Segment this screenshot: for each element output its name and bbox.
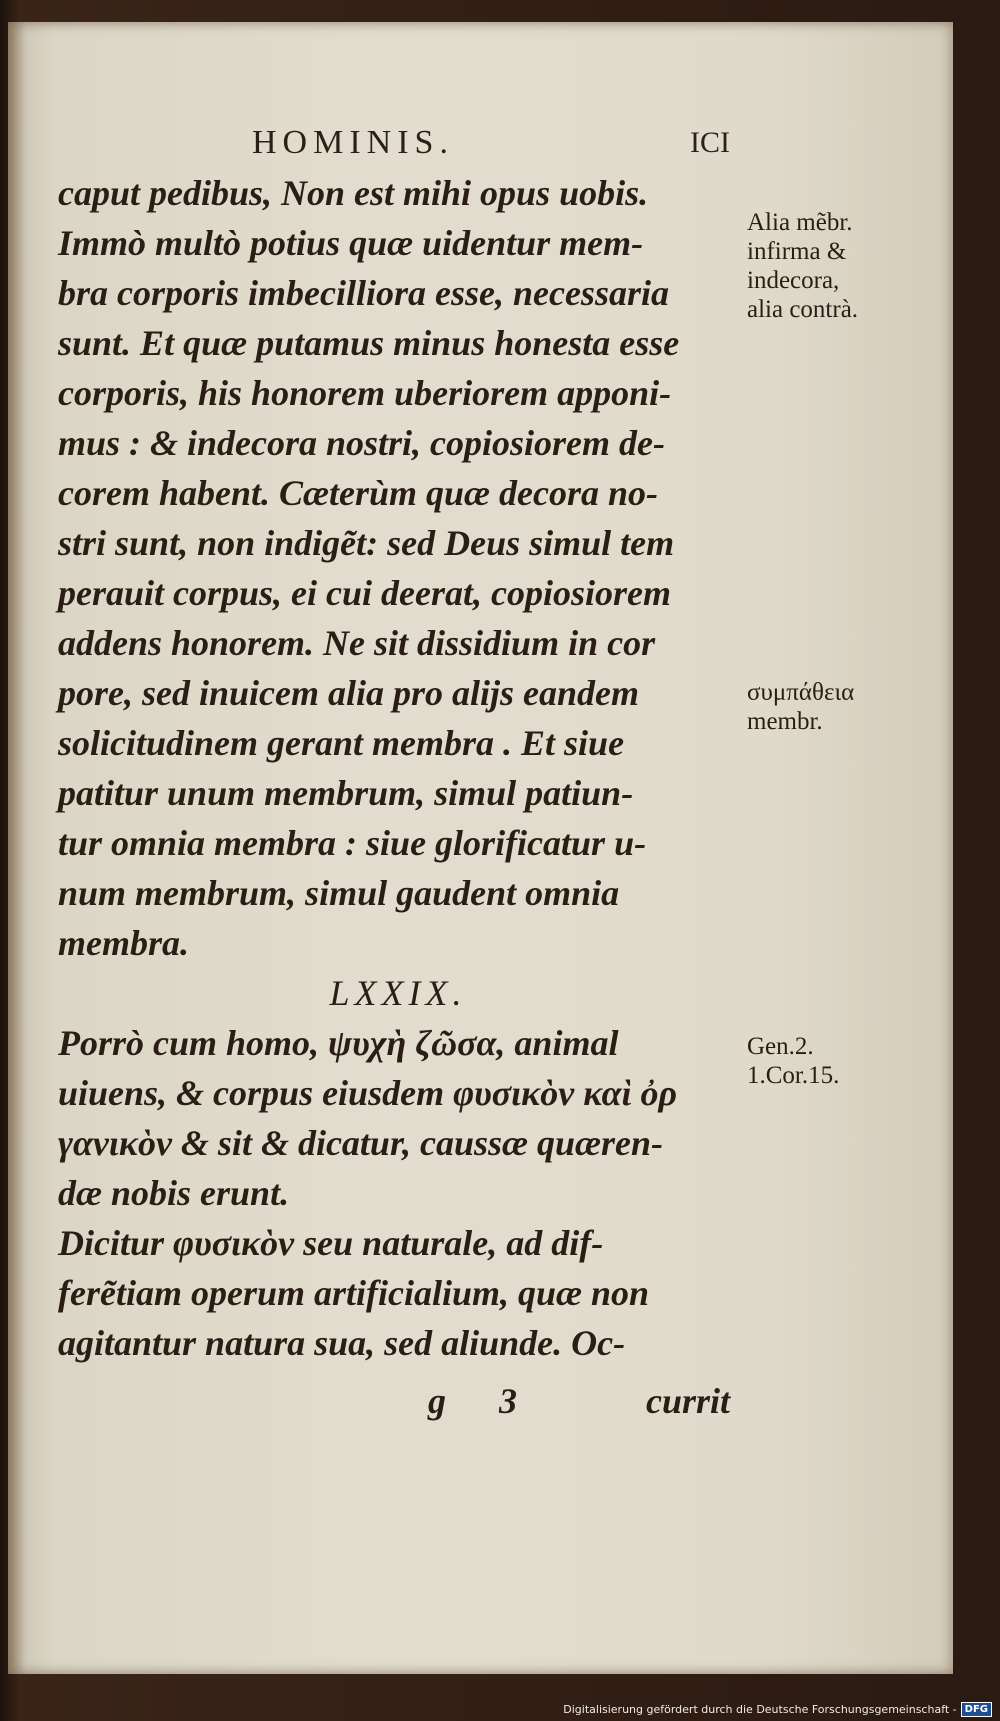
text-line: caput pedibus, Non est mihi opus uobis. bbox=[58, 173, 649, 213]
running-head: HOMINIS. bbox=[252, 124, 454, 161]
margin-note-line: συμπάθεια bbox=[747, 679, 855, 706]
margin-note-references bbox=[747, 1032, 839, 1090]
text-line: corem habent. Cæterùm quæ decora no- bbox=[58, 473, 659, 513]
dfg-logo: DFG bbox=[961, 1702, 992, 1717]
text-line: num membrum, simul gaudent omnia bbox=[58, 873, 620, 913]
page-number: ICI bbox=[690, 126, 730, 159]
margin-note-line: infirma & bbox=[747, 238, 847, 265]
margin-note-membra bbox=[747, 208, 858, 324]
text-line: bra corporis imbecilliora esse, necessaria bbox=[58, 273, 669, 313]
catchword: currit bbox=[645, 1381, 730, 1421]
text-line: corporis, his honorem uberiorem apponi- bbox=[58, 373, 672, 413]
text-line: agitantur natura sua, sed aliunde. Oc- bbox=[58, 1323, 626, 1363]
text-line: solicitudinem gerant membra . Et siue bbox=[58, 723, 625, 763]
text-line: γανικὸν & sit & dicatur, caussæ quæren- bbox=[58, 1123, 664, 1163]
text-line: dæ nobis erunt. bbox=[58, 1173, 290, 1213]
text-line: mus : & indecora nostri, copiosiorem de- bbox=[58, 423, 666, 463]
text-line: Porrò cum homo, ψυχὴ ζῶσα, animal bbox=[58, 1023, 619, 1063]
text-line: membra. bbox=[58, 923, 189, 963]
text-line: Immò multò potius quæ uidentur mem- bbox=[58, 223, 644, 263]
margin-note-sympatheia bbox=[747, 678, 854, 736]
margin-note-line: membr. bbox=[747, 708, 823, 735]
text-line: tur omnia membra : siue glorificatur u- bbox=[58, 823, 647, 863]
text-line: pore, sed inuicem alia pro alijs eandem bbox=[58, 673, 639, 713]
margin-note-line: alia contrà. bbox=[747, 296, 859, 323]
margin-note-line: indecora, bbox=[747, 267, 840, 294]
text-line: uiuens, & corpus eiusdem φυσικὸν καὶ ὀρ bbox=[58, 1073, 678, 1113]
text-line: Dicitur φυσικὸν seu naturale, ad dif- bbox=[58, 1223, 604, 1263]
text-line: perauit corpus, ei cui deerat, copiosiorem bbox=[58, 573, 671, 613]
section-heading: LXXIX. bbox=[329, 973, 467, 1013]
body-text bbox=[58, 168, 738, 1368]
signature-mark: g 3 bbox=[428, 1381, 539, 1421]
text-line: stri sunt, non indigẽt: sed Deus simul tem bbox=[58, 523, 675, 563]
margin-note-line: 1.Cor.15. bbox=[747, 1062, 840, 1089]
page-footer bbox=[58, 1380, 738, 1430]
digitization-credit bbox=[563, 1702, 992, 1717]
text-line: addens honorem. Ne sit dissidium in cor bbox=[58, 623, 656, 663]
credit-text: Digitalisierung gefördert durch die Deutsche Forschungsgemeinschaft - bbox=[563, 1703, 957, 1716]
margin-note-line: Alia mẽbr. bbox=[747, 209, 853, 236]
margin-note-line: Gen.2. bbox=[747, 1033, 814, 1060]
text-line: sunt. Et quæ putamus minus honesta esse bbox=[58, 323, 680, 363]
page-spine-shadow bbox=[8, 22, 26, 1674]
text-line: patitur unum membrum, simul patiun- bbox=[58, 773, 634, 813]
text-line: ferẽtiam operum artificialium, quæ non bbox=[58, 1273, 650, 1313]
